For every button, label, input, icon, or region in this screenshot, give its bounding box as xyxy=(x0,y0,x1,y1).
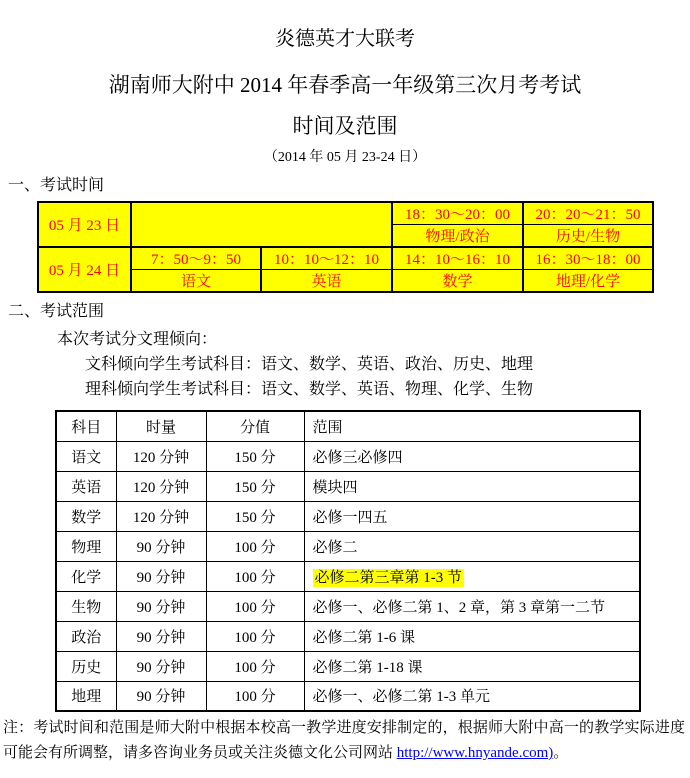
table-row xyxy=(56,591,640,621)
schedule-date-may24: 05 月 24 日 xyxy=(38,247,131,292)
score-cell: 150 分 xyxy=(206,471,304,501)
score-cell: 100 分 xyxy=(206,681,304,711)
exam-brand-title: 炎德英才大联考 xyxy=(275,28,415,50)
scope-cell: 必修一四五 xyxy=(304,501,640,531)
table-row xyxy=(56,531,640,561)
scope-cell: 必修二第 1-6 课 xyxy=(304,621,640,651)
scope-cell: 必修一、必修二第 1、2 章，第 3 章第一二节 xyxy=(304,591,640,621)
score-cell: 100 分 xyxy=(206,621,304,651)
schedule-time: 7：50～9：50 xyxy=(131,247,261,270)
schedule-subject: 历史/生物 xyxy=(523,225,653,248)
liberal-arts-subjects-line: 文科倾向学生考试科目：语文、数学、英语、政治、历史、地理 xyxy=(85,356,534,373)
duration-cell: 90 分钟 xyxy=(116,621,206,651)
table-row xyxy=(56,471,640,501)
footnote-suffix: 。 xyxy=(553,745,569,761)
highlight-marker: 必修二第三章第 1-3 节 xyxy=(314,569,462,586)
table-row xyxy=(56,681,640,711)
exam-scope-table xyxy=(55,410,641,712)
schedule-subject: 物理/政治 xyxy=(392,225,523,248)
duration-cell: 120 分钟 xyxy=(116,441,206,471)
schedule-empty-cell xyxy=(131,202,392,247)
schedule-time: 10：10～12：10 xyxy=(261,247,392,270)
orientation-intro: 本次考试分文理倾向： xyxy=(57,331,218,348)
schedule-time: 16：30～18：00 xyxy=(523,247,653,270)
col-header-score: 分值 xyxy=(206,411,304,441)
exam-subtitle: 时间及范围 xyxy=(292,114,398,138)
table-row xyxy=(38,247,653,270)
schedule-time: 14：10～16：10 xyxy=(392,247,523,270)
scope-cell: 必修三必修四 xyxy=(304,441,640,471)
footnote-text: 注：考试时间和范围是师大附中根据本校高一教学进度安排制定的，根据师大附中高一的教学实际进度可能会有所调整，请多咨询业务员或关注炎德文化公司网站 xyxy=(3,720,685,761)
table-row xyxy=(56,621,640,651)
score-cell: 100 分 xyxy=(206,591,304,621)
document-page xyxy=(0,27,690,778)
schedule-subject: 地理/化学 xyxy=(523,270,653,293)
score-cell: 100 分 xyxy=(206,561,304,591)
subject-cell: 历史 xyxy=(56,651,116,681)
schedule-time: 20：20～21：50 xyxy=(523,202,653,225)
col-header-scope: 范围 xyxy=(304,411,640,441)
duration-cell: 90 分钟 xyxy=(116,681,206,711)
score-cell: 150 分 xyxy=(206,441,304,471)
section2-heading: 二、考试范围 xyxy=(8,303,105,320)
exam-schedule-table xyxy=(37,201,654,293)
col-header-subject: 科目 xyxy=(56,411,116,441)
schedule-subject: 语文 xyxy=(131,270,261,293)
schedule-date-may23: 05 月 23 日 xyxy=(38,202,131,247)
duration-cell: 90 分钟 xyxy=(116,651,206,681)
exam-main-title: 湖南师大附中 2014 年春季高一年级第三次月考考试 xyxy=(108,73,582,97)
table-row xyxy=(56,651,640,681)
subject-cell: 生物 xyxy=(56,591,116,621)
scope-cell: 必修二第 1-18 课 xyxy=(304,651,640,681)
table-row xyxy=(38,202,653,225)
table-header-row xyxy=(56,411,640,441)
table-row xyxy=(56,501,640,531)
table-row xyxy=(56,441,640,471)
score-cell: 100 分 xyxy=(206,651,304,681)
subject-cell: 化学 xyxy=(56,561,116,591)
schedule-subject: 英语 xyxy=(261,270,392,293)
schedule-subject: 数学 xyxy=(392,270,523,293)
schedule-time: 18：30～20：00 xyxy=(392,202,523,225)
duration-cell: 120 分钟 xyxy=(116,501,206,531)
score-cell: 150 分 xyxy=(206,501,304,531)
subject-cell: 语文 xyxy=(56,441,116,471)
science-subjects-line: 理科倾向学生考试科目：语文、数学、英语、物理、化学、生物 xyxy=(85,381,534,398)
subject-cell: 数学 xyxy=(56,501,116,531)
scope-cell: 必修一、必修二第 1-3 单元 xyxy=(304,681,640,711)
duration-cell: 120 分钟 xyxy=(116,471,206,501)
duration-cell: 90 分钟 xyxy=(116,531,206,561)
section1-heading: 一、考试时间 xyxy=(8,177,105,194)
footnote xyxy=(3,716,685,766)
subject-cell: 英语 xyxy=(56,471,116,501)
table-row xyxy=(38,270,653,293)
scope-cell-highlighted xyxy=(304,561,640,591)
subject-cell: 物理 xyxy=(56,531,116,561)
duration-cell: 90 分钟 xyxy=(116,561,206,591)
exam-date-range: （2014 年 05 月 23-24 日） xyxy=(263,150,427,165)
subject-cell: 地理 xyxy=(56,681,116,711)
duration-cell: 90 分钟 xyxy=(116,591,206,621)
scope-cell: 模块四 xyxy=(304,471,640,501)
col-header-duration: 时量 xyxy=(116,411,206,441)
table-row xyxy=(56,561,640,591)
subject-cell: 政治 xyxy=(56,621,116,651)
score-cell: 100 分 xyxy=(206,531,304,561)
yande-website-link[interactable]: http://www.hnyande.com) xyxy=(396,745,554,761)
scope-cell: 必修二 xyxy=(304,531,640,561)
